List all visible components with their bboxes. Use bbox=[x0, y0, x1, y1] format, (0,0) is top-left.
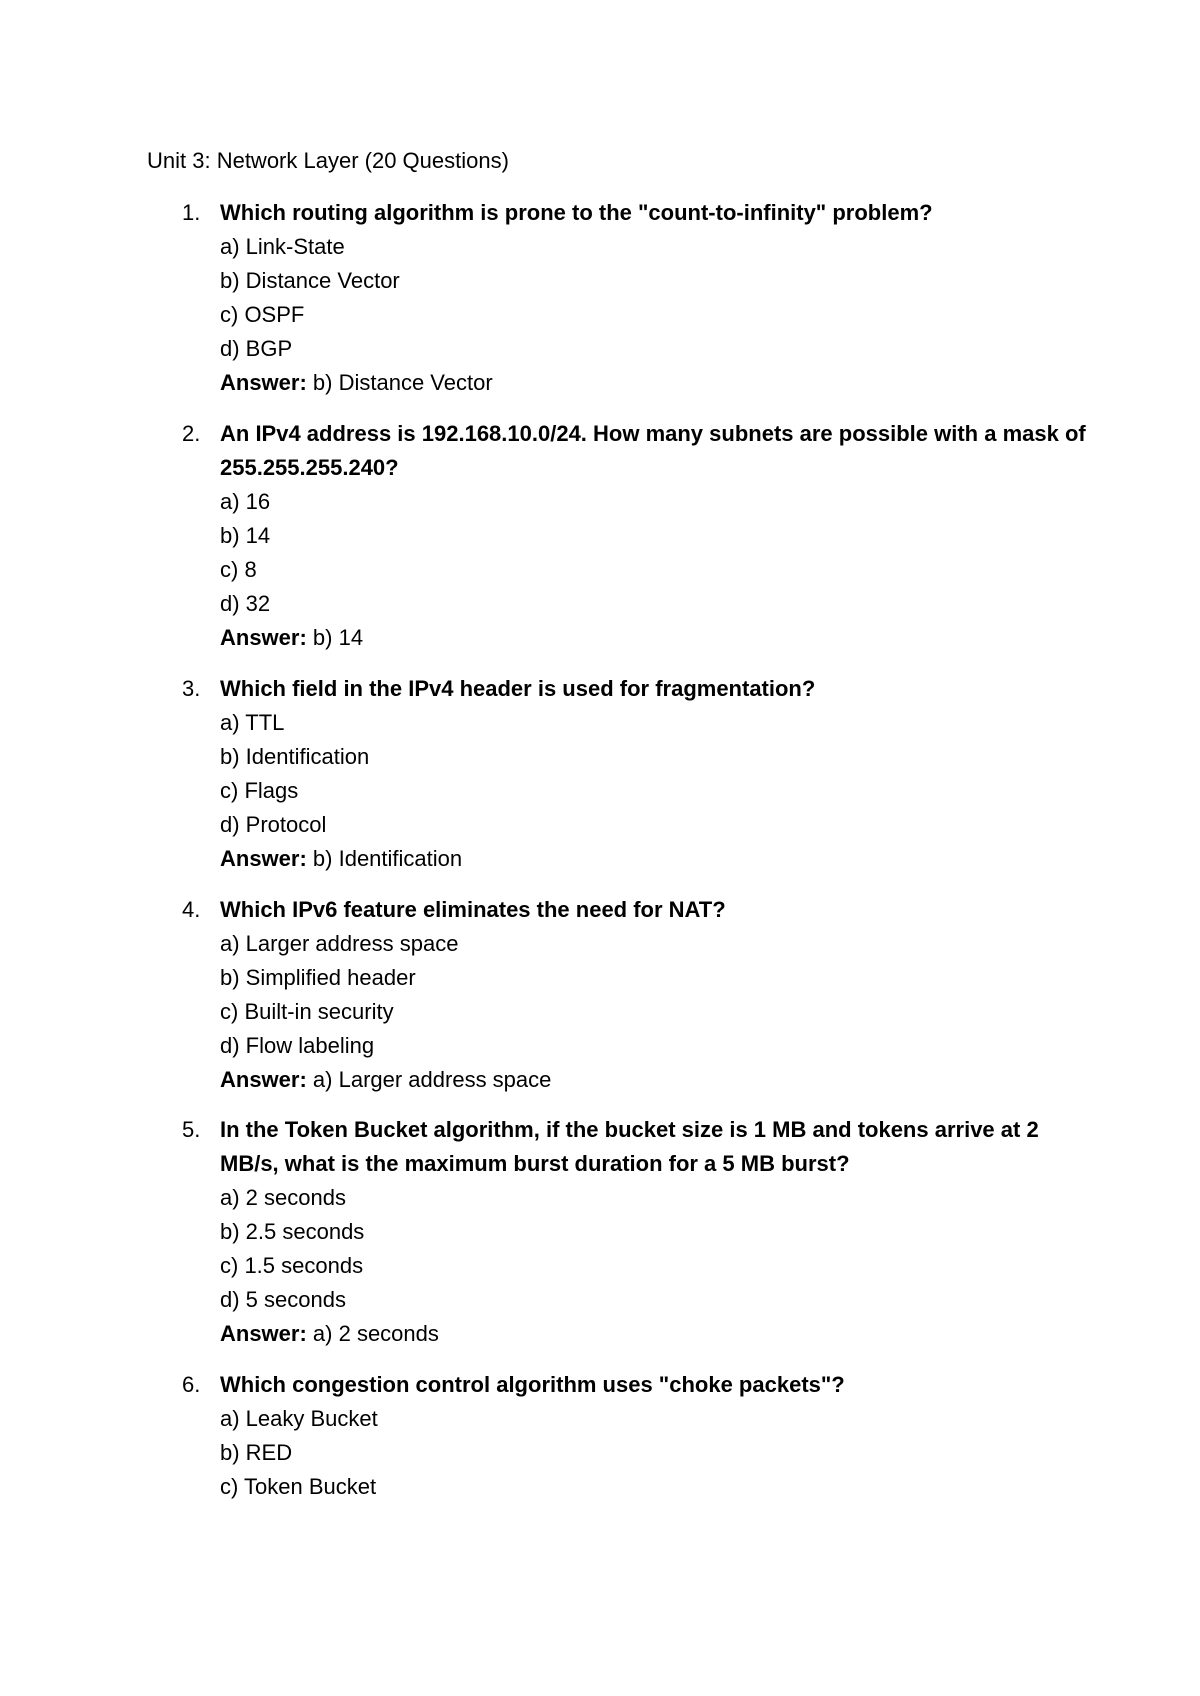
question-text: An IPv4 address is 192.168.10.0/24. How many subnets are possible with a mask of 255.255.255.240? bbox=[220, 421, 1086, 480]
options-list bbox=[220, 230, 1090, 400]
option-item: b) 14 bbox=[220, 523, 271, 548]
option-item: a) TTL bbox=[220, 710, 285, 735]
question-text: Which congestion control algorithm uses "choke packets"? bbox=[220, 1372, 845, 1397]
options-list bbox=[220, 1181, 1090, 1351]
question-number: 2. bbox=[182, 421, 201, 446]
option-item: a) Leaky Bucket bbox=[220, 1406, 378, 1431]
answer-line bbox=[220, 621, 1090, 655]
option-item: a) Link-State bbox=[220, 234, 345, 259]
option-item: d) 5 seconds bbox=[220, 1287, 346, 1312]
answer-label: Answer: bbox=[220, 370, 307, 395]
question-number: 4. bbox=[182, 897, 201, 922]
options-list bbox=[220, 706, 1090, 876]
option-item: b) RED bbox=[220, 1440, 293, 1465]
answer-label: Answer: bbox=[220, 625, 307, 650]
option-item: c) Token Bucket bbox=[220, 1474, 377, 1499]
answer-value: b) Identification bbox=[312, 846, 463, 871]
question-text: Which field in the IPv4 header is used for fragmentation? bbox=[220, 676, 816, 701]
answer-value: b) Distance Vector bbox=[312, 370, 493, 395]
option-item: b) Identification bbox=[220, 744, 370, 769]
options-list bbox=[220, 485, 1090, 655]
answer-value: a) Larger address space bbox=[312, 1067, 552, 1092]
option-item: d) Protocol bbox=[220, 812, 327, 837]
option-item: d) Flow labeling bbox=[220, 1033, 375, 1058]
option-item: a) 16 bbox=[220, 489, 271, 514]
answer-label: Answer: bbox=[220, 1321, 307, 1346]
answer-line bbox=[220, 1063, 1090, 1097]
question-number: 6. bbox=[182, 1372, 201, 1397]
question-number: 5. bbox=[182, 1117, 201, 1142]
option-item: b) Simplified header bbox=[220, 965, 416, 990]
answer-label: Answer: bbox=[220, 1067, 307, 1092]
answer-line bbox=[220, 1317, 1090, 1351]
option-item: a) Larger address space bbox=[220, 931, 459, 956]
options-list bbox=[220, 927, 1090, 1097]
document-title: Unit 3: Network Layer (20 Questions) bbox=[147, 148, 509, 173]
option-item: a) 2 seconds bbox=[220, 1185, 346, 1210]
option-item: b) Distance Vector bbox=[220, 268, 400, 293]
answer-line bbox=[220, 842, 1090, 876]
question-text: Which routing algorithm is prone to the "count-to-infinity" problem? bbox=[220, 200, 933, 225]
option-item: b) 2.5 seconds bbox=[220, 1219, 365, 1244]
answer-value: a) 2 seconds bbox=[312, 1321, 439, 1346]
options-list bbox=[220, 1402, 1090, 1504]
option-item: d) 32 bbox=[220, 591, 271, 616]
option-item: c) 8 bbox=[220, 557, 257, 582]
option-item: c) 1.5 seconds bbox=[220, 1253, 364, 1278]
question-text: In the Token Bucket algorithm, if the bucket size is 1 MB and tokens arrive at 2 MB/s, what is the maximum burst duration for a 5 MB burst? bbox=[220, 1117, 1039, 1176]
question-number: 1. bbox=[182, 200, 201, 225]
option-item: c) Built-in security bbox=[220, 999, 394, 1024]
option-item: c) Flags bbox=[220, 778, 299, 803]
question-number: 3. bbox=[182, 676, 201, 701]
option-item: d) BGP bbox=[220, 336, 293, 361]
answer-label: Answer: bbox=[220, 846, 307, 871]
answer-value: b) 14 bbox=[312, 625, 364, 650]
answer-line bbox=[220, 366, 1090, 400]
option-item: c) OSPF bbox=[220, 302, 305, 327]
question-text: Which IPv6 feature eliminates the need for NAT? bbox=[220, 897, 726, 922]
